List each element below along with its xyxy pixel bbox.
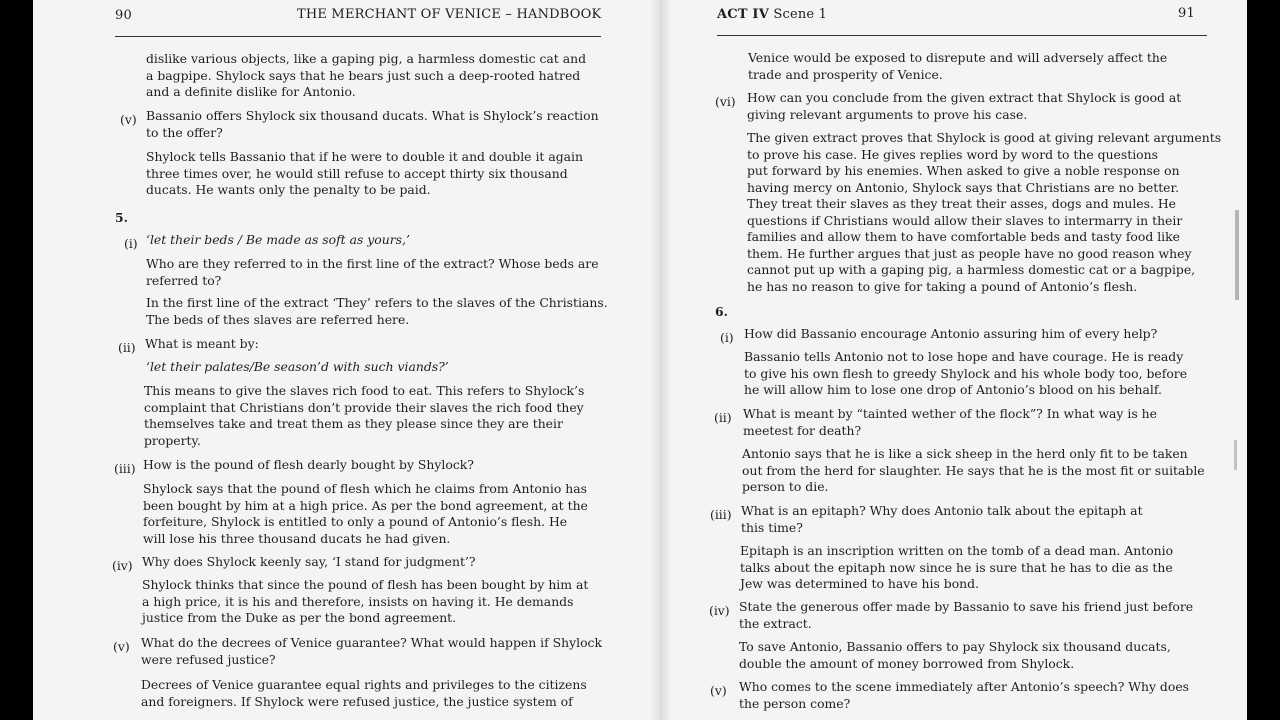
question: What is meant by “tainted wether of the flock”? In what way is he meetest for death? [743, 406, 1157, 438]
answer: In the first line of the extract ‘They’ refers to the slaves of the Christians. The beds of thes slaves are referred here. [146, 295, 608, 327]
question-label: (ii) [714, 410, 732, 425]
quote: ‘let their beds / Be made as soft as yours,’ [146, 232, 410, 247]
question: Bassanio offers Shylock six thousand ducats. What is Shylock’s reaction to the offer? [146, 108, 599, 140]
question-label: (v) [113, 639, 130, 654]
running-title: ACT IV Scene 1 [717, 7, 828, 22]
answer: To save Antonio, Bassanio offers to pay Shylock six thousand ducats, double the amount of money borrowed from Shylock. [739, 639, 1171, 671]
section-number: 6. [715, 304, 728, 319]
answer: Decrees of Venice guarantee equal rights and privileges to the citizens and foreigners. If Shylock were refused justice, the justice system of [141, 677, 587, 709]
question: Who comes to the scene immediately after Antonio’s speech? Why does the person come? [739, 679, 1190, 711]
answer: Shylock thinks that since the pound of flesh has been bought by him at a high price, it is his and therefore, insists on having it. He demands justice from the Duke as per the bond agreement. [142, 577, 589, 625]
answer: Epitaph is an inscription written on the tomb of a dead man. Antonio talks about the epitaph now since he is sure that he has to die as the Jew was determined to have his bond. [740, 543, 1174, 591]
answer: Shylock says that the pound of flesh which he claims from Antonio has been bought by him at a high price. As per the bond agreement, at the forfeiture, Shylock is entitled to only a pound of Antonio’s flesh. He will lose his three thousand ducats he had given. [143, 481, 588, 546]
answer: Antonio says that he is like a sick sheep in the herd only fit to be taken out from the herd for slaughter. He says that he is the most fit or suitable person to die. [742, 446, 1205, 494]
left-page [33, 0, 653, 720]
section-number: 5. [115, 210, 128, 225]
question-label: (iv) [709, 603, 730, 618]
question: What is meant by: [145, 336, 259, 351]
question: What do the decrees of Venice guarantee? What would happen if Shylock were refused justice? [141, 635, 602, 667]
book-spread [33, 0, 1247, 720]
question: Why does Shylock keenly say, ‘I stand for judgment’? [142, 554, 476, 569]
question: How can you conclude from the given extract that Shylock is good at giving relevant arguments to prove his case. [747, 90, 1182, 122]
scan-artifact [1235, 210, 1239, 300]
running-title: THE MERCHANT OF VENICE – HANDBOOK [297, 7, 602, 22]
scan-artifact [1234, 440, 1237, 470]
question-label: (iii) [710, 507, 732, 522]
paragraph: Venice would be exposed to disrepute and will adversely affect the trade and prosperity of Venice. [748, 50, 1168, 82]
answer: Shylock tells Bassanio that if he were to double it and double it again three times over, he would still refuse to accept thirty six thousand ducats. He wants only the penalty to be paid. [146, 149, 583, 197]
header-rule [115, 36, 601, 37]
page-number: 90 [115, 8, 132, 23]
answer: The given extract proves that Shylock is good at giving relevant arguments to prove his case. He gives replies word by word to the questions put forward by his enemies. When asked to give a noble response on having mercy on Antonio, Shylock says that Christians are no better. They treat their slaves as they treat their asses, dogs and mules. He questions if Christians would allow their slaves to intermarry in their families and allow them to have comfortable beds and tasty food like them. He further argues that just as people have no good reason whey cannot put up with a gaping pig, a harmless domestic cat or a bagpipe, he has no reason to give for taking a pound of Antonio’s flesh. [747, 130, 1222, 294]
answer: Bassanio tells Antonio not to lose hope and have courage. He is ready to give his own flesh to greedy Shylock and his whole body too, before he will allow him to lose one drop of Antonio’s blood on his behalf. [744, 349, 1188, 397]
paragraph: dislike various objects, like a gaping pig, a harmless domestic cat and a bagpipe. Shylock says that he bears just such a deep-rooted hatred and a definite dislike for Antonio. [146, 51, 587, 99]
question: What is an epitaph? Why does Antonio talk about the epitaph at this time? [741, 503, 1143, 535]
question-label: (i) [720, 330, 734, 345]
question: State the generous offer made by Bassanio to save his friend just before the extract. [739, 599, 1194, 631]
page-number: 91 [1178, 6, 1195, 21]
question-label: (iii) [114, 461, 136, 476]
question-label: (v) [120, 112, 137, 127]
question-label: (ii) [118, 340, 136, 355]
right-page [669, 0, 1247, 720]
question: How did Bassanio encourage Antonio assuring him of every help? [744, 326, 1158, 341]
header-rule [717, 35, 1207, 36]
question-label: (i) [124, 236, 138, 251]
question-label: (iv) [112, 558, 133, 573]
question: How is the pound of flesh dearly bought by Shylock? [143, 457, 474, 472]
question-label: (v) [710, 683, 727, 698]
question: Who are they referred to in the first line of the extract? Whose beds are referred to? [146, 256, 599, 288]
question-label: (vi) [715, 94, 736, 109]
answer: This means to give the slaves rich food to eat. This refers to Shylock’s complaint that Christians don’t provide their slaves the rich food they themselves take and treat them as they please since they are their property. [144, 383, 585, 448]
quote: ‘let their palates/Be season’d with such viands?’ [146, 359, 449, 374]
